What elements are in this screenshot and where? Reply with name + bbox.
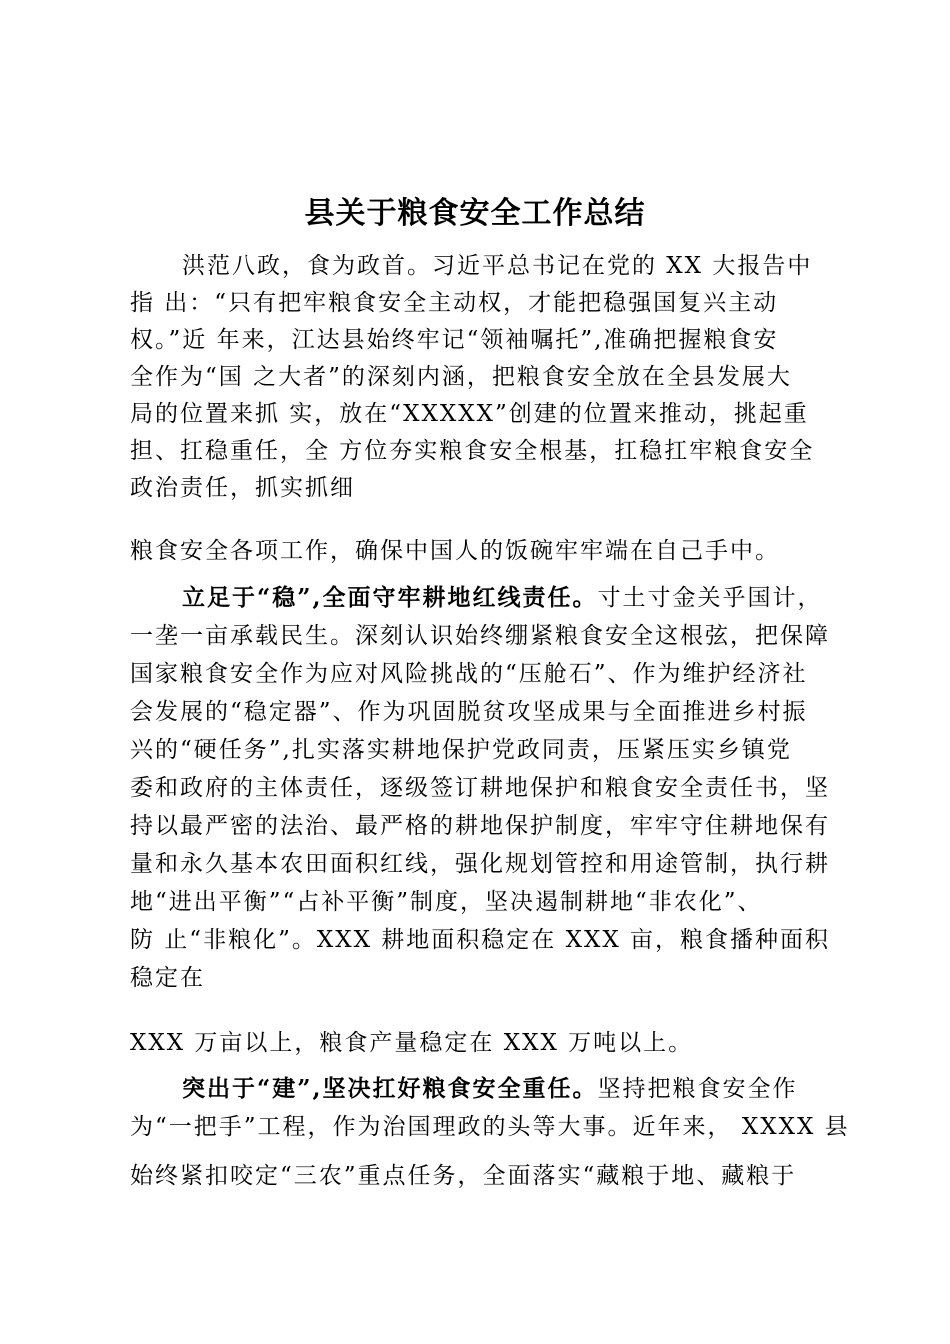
paragraph-1-line-4: 全作为“国 之大者”的深刻内涵，把粮食安全放在全县发展大 bbox=[130, 364, 792, 390]
paragraph-1-line-2: 指 出：“只有把牢粮食安全主动权，才能把稳强国复兴主动 bbox=[130, 290, 779, 316]
paragraph-5-heading: 突出于“建”,坚决扛好粮食安全重任。 bbox=[182, 1075, 598, 1102]
paragraph-1-line-7: 政治责任，抓实抓细 bbox=[130, 475, 355, 501]
paragraph-1-line-6: 担、扛稳重任，全 方位夯实粮食安全根基，扛稳扛牢粮食安全 bbox=[130, 438, 815, 464]
paragraph-4: XXX 万亩以上，粮食产量稳定在 XXX 万吨以上。 bbox=[130, 1030, 694, 1056]
paragraph-3-line-3: 国家粮食安全作为应对风险挑战的“压舱石”、作为维护经济社 bbox=[130, 661, 808, 687]
paragraph-1-line-3: 权。”近 年来，江达县始终牢记“领袖嘱托”,准确把握粮食安 bbox=[130, 327, 779, 353]
paragraph-3-line-5: 兴的“硬任务”,扎实落实耕地保护党政同责，压紧压实乡镇党 bbox=[130, 737, 792, 763]
paragraph-5-first-line-text: 坚持把粮食安全作 bbox=[597, 1076, 798, 1102]
paragraph-3-line-2: 一垄一亩承载民生。深刻认识始终绷紧粮食安全这根弦，把保障 bbox=[130, 623, 830, 649]
paragraph-5-line-3: 始终紧扣咬定“三农”重点任务，全面落实“藏粮于地、藏粮于 bbox=[130, 1163, 797, 1189]
paragraph-3-line-1 bbox=[182, 582, 822, 614]
paragraph-3-line-6: 委和政府的主体责任，逐级签订耕地保护和粮食安全责任书，坚 bbox=[130, 775, 830, 801]
paragraph-3-line-7: 持以最严密的法治、最严格的耕地保护制度，牢牢守住耕地保有 bbox=[130, 813, 830, 839]
paragraph-3-first-line-text: 寸土寸金关乎国计， bbox=[597, 585, 823, 611]
paragraph-3-line-9: 地“进出平衡”“占补平衡”制度，坚决遏制耕地“非农化”、 bbox=[130, 889, 763, 915]
paragraph-1-line-1: 洪范八政，食为政首。习近平总书记在党的 XX 大报告中 bbox=[182, 253, 813, 279]
paragraph-3-line-8: 量和永久基本农田面积红线，强化规划管控和用途管制，执行耕 bbox=[130, 851, 830, 877]
paragraph-3-heading: 立足于“稳”,全面守牢耕地红线责任。 bbox=[182, 584, 598, 611]
paragraph-3-line-11: 稳定在 bbox=[130, 965, 205, 991]
paragraph-1-line-5: 局的位置来抓 实，放在“XXXXX”创建的位置来推动，挑起重 bbox=[130, 401, 809, 427]
paragraph-3-line-10: 防 止“非粮化”。XXX 耕地面积稳定在 XXX 亩，粮食播种面积 bbox=[130, 927, 831, 953]
document-title: 县关于粮食安全工作总结 bbox=[304, 196, 646, 231]
paragraph-5-line-2: 为“一把手”工程，作为治国理政的头等大事。近年来， XXXX 县 bbox=[130, 1114, 850, 1140]
paragraph-5-line-1 bbox=[182, 1073, 797, 1105]
paragraph-3-line-4: 会发展的“稳定器”、作为巩固脱贫攻坚成果与全面推进乡村振 bbox=[130, 699, 808, 725]
paragraph-2: 粮食安全各项工作，确保中国人的饭碗牢牢端在自己手中。 bbox=[130, 538, 780, 564]
